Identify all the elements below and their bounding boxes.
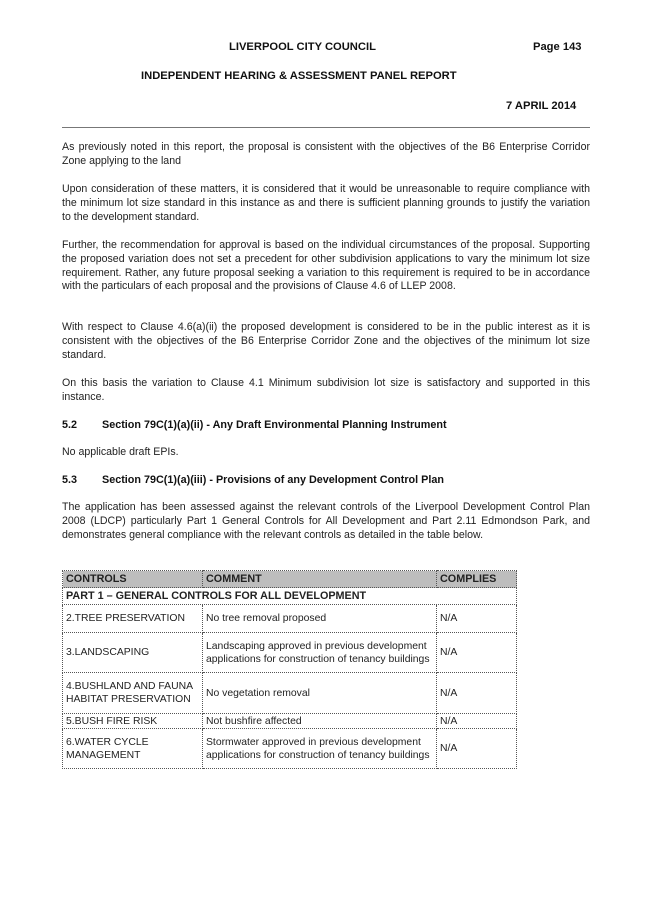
comment-cell: Stormwater approved in previous development applications for construction of tenancy buildings [203, 729, 437, 769]
paragraph-consideration: Upon consideration of these matters, it is considered that it would be unreasonable to require compliance with the minimum lot size standard in this instance as and there is sufficient planning grounds to justify the variation to the development standard. [62, 183, 590, 223]
control-cell: 2.TREE PRESERVATION [63, 605, 203, 633]
control-cell: 5.BUSH FIRE RISK [63, 714, 203, 729]
complies-cell: N/A [437, 633, 517, 673]
report-date: 7 APRIL 2014 [506, 100, 577, 112]
control-cell: 6.WATER CYCLE MANAGEMENT [63, 729, 203, 769]
control-cell: 4.BUSHLAND AND FAUNA HABITAT PRESERVATION [63, 673, 203, 714]
section-5-3-title: Section 79C(1)(a)(iii) - Provisions of any Development Control Plan [102, 474, 444, 486]
paragraph-recommendation: Further, the recommendation for approval is based on the individual circumstances of the proposal. Supporting the proposed variation does not set a precedent for other subdivision applications to vary the minimum lot size requirement. Rather, any future proposal seeking a variation to this requirement is required to be in accordance with the particulars of each proposal and the provisions of Clause 4.6 of LLEP 2008. [62, 239, 590, 293]
council-name: LIVERPOOL CITY COUNCIL [229, 41, 376, 53]
table-row [63, 605, 517, 633]
table-row [63, 673, 517, 714]
comment-cell: No tree removal proposed [203, 605, 437, 633]
paragraph-conclusion: On this basis the variation to Clause 4.1 Minimum subdivision lot size is satisfactory and supported in this instance. [62, 377, 590, 403]
section-5-2-title: Section 79C(1)(a)(ii) - Any Draft Environmental Planning Instrument [102, 419, 447, 431]
complies-cell: N/A [437, 714, 517, 729]
header-comment: COMMENT [203, 571, 437, 588]
part-row [63, 588, 517, 605]
section-5-2-number: 5.2 [62, 419, 78, 431]
table-row [63, 714, 517, 729]
comment-cell: Not bushfire affected [203, 714, 437, 729]
section-5-2-body: No applicable draft EPIs. [62, 446, 179, 458]
report-title: INDEPENDENT HEARING & ASSESSMENT PANEL REPORT [141, 70, 457, 82]
section-5-3-number: 5.3 [62, 474, 78, 486]
table-row [63, 729, 517, 769]
section-5-3-body: The application has been assessed against the relevant controls of the Liverpool Development Control Plan 2008 (LDCP) particularly Part 1 General Controls for All Development and Part 2.11 Edmondson Park, and demonstrates general compliance with the relevant controls as detailed in the table below. [62, 501, 590, 541]
control-cell: 3.LANDSCAPING [63, 633, 203, 673]
part-1-heading: PART 1 – GENERAL CONTROLS FOR ALL DEVELOPMENT [63, 588, 517, 605]
page-number: Page 143 [533, 41, 582, 53]
header-complies: COMPLIES [437, 571, 517, 588]
header-divider [62, 127, 590, 128]
comment-cell: No vegetation removal [203, 673, 437, 714]
header-controls: CONTROLS [63, 571, 203, 588]
table-row [63, 633, 517, 673]
controls-table [62, 570, 517, 769]
table-header-row [63, 571, 517, 588]
complies-cell: N/A [437, 605, 517, 633]
paragraph-public-interest: With respect to Clause 4.6(a)(ii) the proposed development is considered to be in the public interest as it is consistent with the objectives of the B6 Enterprise Corridor Zone and the objectives of the minimum lot size standard. [62, 321, 590, 361]
comment-cell: Landscaping approved in previous development applications for construction of tenancy buildings [203, 633, 437, 673]
complies-cell: N/A [437, 673, 517, 714]
complies-cell: N/A [437, 729, 517, 769]
paragraph-consistency: As previously noted in this report, the proposal is consistent with the objectives of the B6 Enterprise Corridor Zone applying to the land [62, 141, 590, 167]
